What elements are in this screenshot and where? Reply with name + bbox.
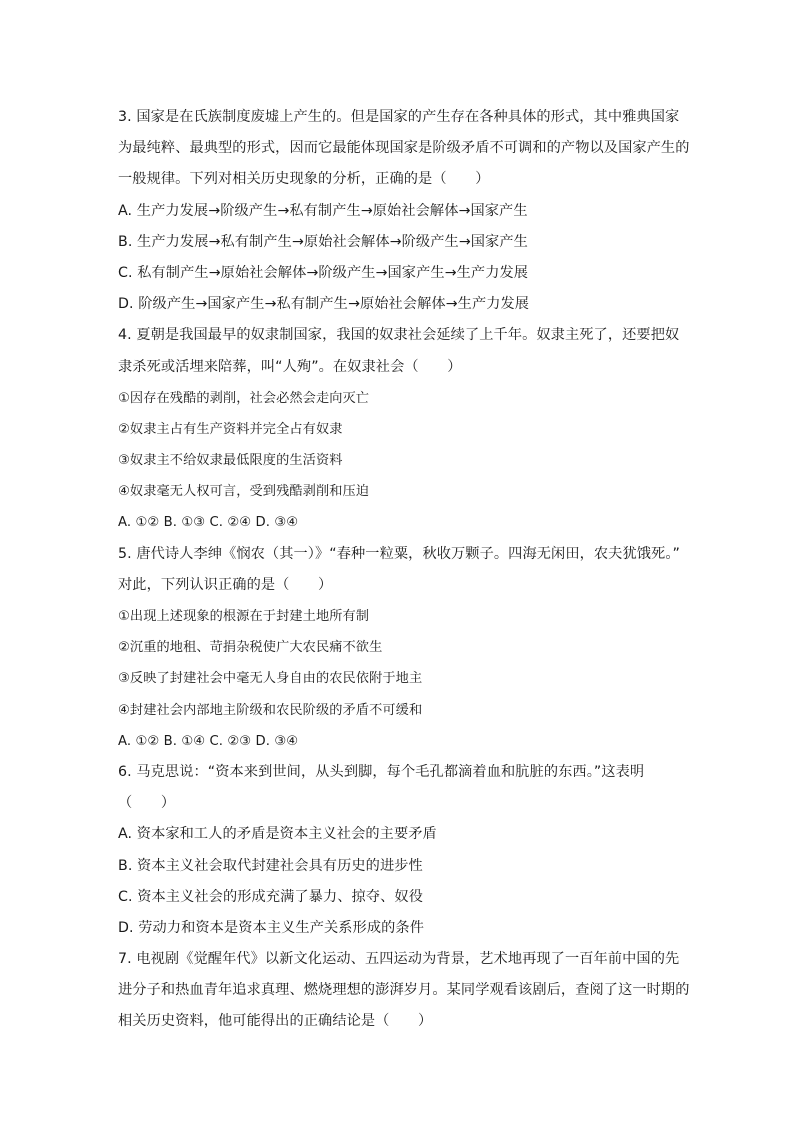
question-stem-line: 相关历史资料，他可能得出的正确结论是（ ） <box>118 1013 433 1030</box>
option-b: B. 资本主义社会取代封建社会具有历史的进步性 <box>118 857 423 874</box>
options-row: A. ①② B. ①④ C. ②③ D. ③④ <box>118 733 299 749</box>
options-row: A. ①② B. ①③ C. ②④ D. ③④ <box>118 515 299 531</box>
question-3 <box>118 102 690 320</box>
question-stem-line: 对此，下列认识正确的是（ ） <box>118 576 333 593</box>
question-stem-line: 3. 国家是在氏族制度废墟上产生的。但是国家的产生存在各种具体的形式，其中雅典国家 <box>118 109 680 125</box>
statement-2: ②沉重的地租、苛捐杂税使广大农民痛不欲生 <box>118 640 383 656</box>
statement-2: ②奴隶主占有生产资料并完全占有奴隶 <box>118 421 343 437</box>
option-b: B. 生产力发展→私有制产生→原始社会解体→阶级产生→国家产生 <box>118 233 528 250</box>
question-stem-line: 隶杀死或活埋来陪葬，叫“人殉”。在奴隶社会（ ） <box>118 358 462 375</box>
statement-4: ④封建社会内部地主阶级和农民阶级的矛盾不可缓和 <box>118 702 423 718</box>
question-5 <box>118 539 678 757</box>
question-6 <box>118 757 678 944</box>
option-c: C. 私有制产生→原始社会解体→阶级产生→国家产生→生产力发展 <box>118 264 529 281</box>
question-stem-line: 进分子和热血青年追求真理、燃烧理想的澎湃岁月。某同学观看该剧后，查阅了这一时期的 <box>118 982 690 999</box>
question-stem-line: 5. 唐代诗人李绅《悯农（其一）》“春种一粒粟，秋收万颗子。四海无闲田，农夫犹饿死。” <box>118 545 680 562</box>
statement-3: ③奴隶主不给奴隶最低限度的生活资料 <box>118 453 343 469</box>
option-a: A. 生产力发展→阶级产生→私有制产生→原始社会解体→国家产生 <box>118 202 528 219</box>
option-d: D. 阶级产生→国家产生→私有制产生→原始社会解体→生产力发展 <box>118 296 530 313</box>
question-list <box>118 102 690 1038</box>
question-stem-line: 为最纯粹、最典型的形式，因而它最能体现国家是阶级矛盾不可调和的产物以及国家产生的 <box>118 140 690 157</box>
question-stem-line: （ ） <box>118 795 176 812</box>
question-stem-line: 7. 电视剧《觉醒年代》以新文化运动、五四运动为背景，艺术地再现了一百年前中国的先 <box>118 951 680 968</box>
question-stem-line: 一般规律。下列对相关历史现象的分析，正确的是（ ） <box>118 171 490 188</box>
statement-1: ①出现上述现象的根源在于封建土地所有制 <box>118 609 370 624</box>
statement-1: ①因存在残酷的剥削，社会必然会走向灭亡 <box>118 390 370 406</box>
question-7 <box>118 944 690 1038</box>
option-d: D. 劳动力和资本是资本主义生产关系形成的条件 <box>118 919 424 936</box>
option-a: A. 资本家和工人的矛盾是资本主义社会的主要矛盾 <box>118 826 437 843</box>
statement-4: ④奴隶毫无人权可言，受到残酷剥削和压迫 <box>118 484 370 500</box>
statement-3: ③反映了封建社会中毫无人身自由的农民依附于地主 <box>118 671 423 687</box>
question-stem-line: 6. 马克思说：“资本来到世间，从头到脚，每个毛孔都滴着血和肮脏的东西。”这表明 <box>118 763 645 780</box>
option-c: C. 资本主义社会的形成充满了暴力、掠夺、奴役 <box>118 888 423 905</box>
question-stem-line: 4. 夏朝是我国最早的奴隶制国家，我国的奴隶社会延续了上千年。奴隶主死了，还要把奴 <box>118 327 680 344</box>
question-4 <box>118 320 678 538</box>
